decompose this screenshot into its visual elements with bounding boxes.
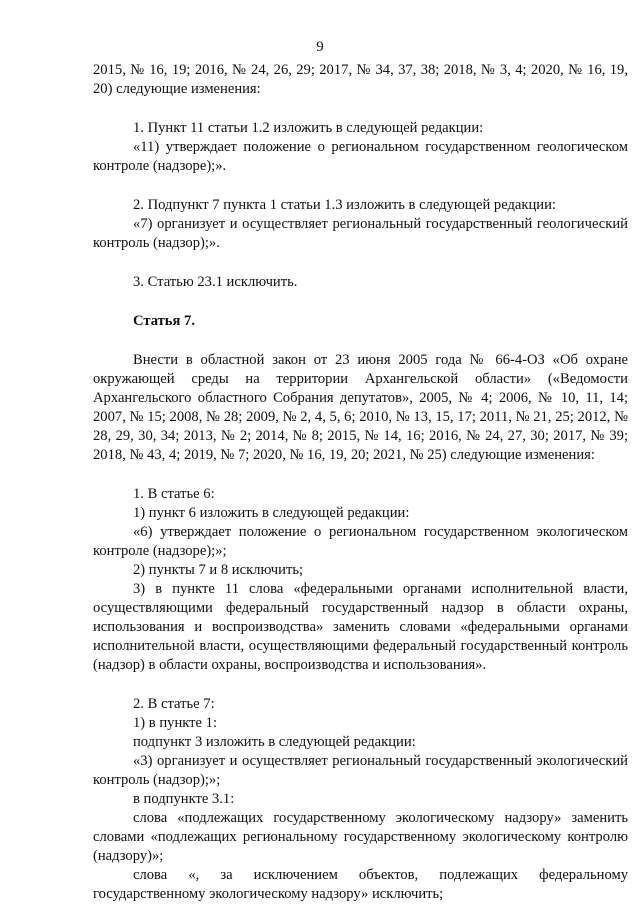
article-7-item-2: 2. В статье 7: xyxy=(133,696,215,712)
amendment-item-1-text: «11) утверждает положение о региональном государственном геологическом контроле (надзоре);». xyxy=(93,139,628,174)
amendment-item-2: 2. Подпункт 7 пункта 1 статьи 1.3 изложить в следующей редакции: xyxy=(133,197,556,213)
amendment-item-2-text: «7) организует и осуществляет региональный государственный геологический контроль (надзор);». xyxy=(93,216,628,251)
paragraph-intro-continuation: 2015, № 16, 19; 2016, № 24, 26, 29; 2017, № 34, 37, 38; 2018, № 3, 4; 2020, № 16, 19, 20) следующие изменения: xyxy=(93,62,628,97)
article-7-item-1-sub-1-text: «6) утверждает положение о региональном государственном экологическом контроле (надзоре);»; xyxy=(93,524,628,559)
article-7-item-2-sub-1-line-1: подпункт 3 изложить в следующей редакции: xyxy=(133,734,416,750)
article-7-item-1-sub-1: 1) пункт 6 изложить в следующей редакции: xyxy=(133,505,410,521)
article-7-item-2-sub-1-line-3: в подпункте 3.1: xyxy=(133,791,235,807)
article-7-item-2-sub-1-line-4: слова «подлежащих государственному экологическому надзору» заменить словами «подлежащих региональному государственному экологическому контролю (надзору)»; xyxy=(93,810,628,864)
article-heading: Статья 7. xyxy=(133,313,195,329)
amendment-item-3: 3. Статью 23.1 исключить. xyxy=(133,274,298,290)
document-body xyxy=(93,61,628,904)
amendment-item-1: 1. Пункт 11 статьи 1.2 изложить в следующей редакции: xyxy=(133,120,484,136)
article-7-intro: Внести в областной закон от 23 июня 2005 года № 66-4-ОЗ «Об охране окружающей среды на территории Архангельской области» («Ведомости Архангельского областного Собрания депутатов», 2005, № 4; 2006, № 10, 11, 14; 2007, № 15; 2008, № 28; 2009, № 2, 4, 5, 6; 2010, № 13, 15, 17; 2011, № 21, 25; 2012, № 28, 29, 30, 34; 2013, № 2; 2014, № 8; 2015, № 14, 16; 2016, № 24, 27, 30; 2017, № 39; 2018, № 43, 4; 2019, № 7; 2020, № 16, 19, 20; 2021, № 25) следующие изменения: xyxy=(93,352,628,463)
article-7-item-2-sub-1: 1) в пункте 1: xyxy=(133,715,218,731)
page-number: 9 xyxy=(316,39,324,55)
article-7-item-2-sub-1-line-2: «3) организует и осуществляет региональный государственный экологический контроль (надзор);»; xyxy=(93,753,628,788)
article-7-item-1: 1. В статье 6: xyxy=(133,486,215,502)
article-7-item-2-sub-1-line-5: слова «, за исключением объектов, подлежащих федеральному государственному экологическому надзору» исключить; xyxy=(93,867,628,902)
article-7-item-1-sub-3: 3) в пункте 11 слова «федеральными органами исполнительной власти, осуществляющими федеральный государственный надзор в области охраны, использования и воспроизводства» заменить словами «федеральными органами исполнительной власти, осуществляющими федеральный государственный контроль (надзор) в области охраны, воспроизводства и использования». xyxy=(93,581,628,673)
article-7-item-1-sub-2: 2) пункты 7 и 8 исключить; xyxy=(133,562,304,578)
